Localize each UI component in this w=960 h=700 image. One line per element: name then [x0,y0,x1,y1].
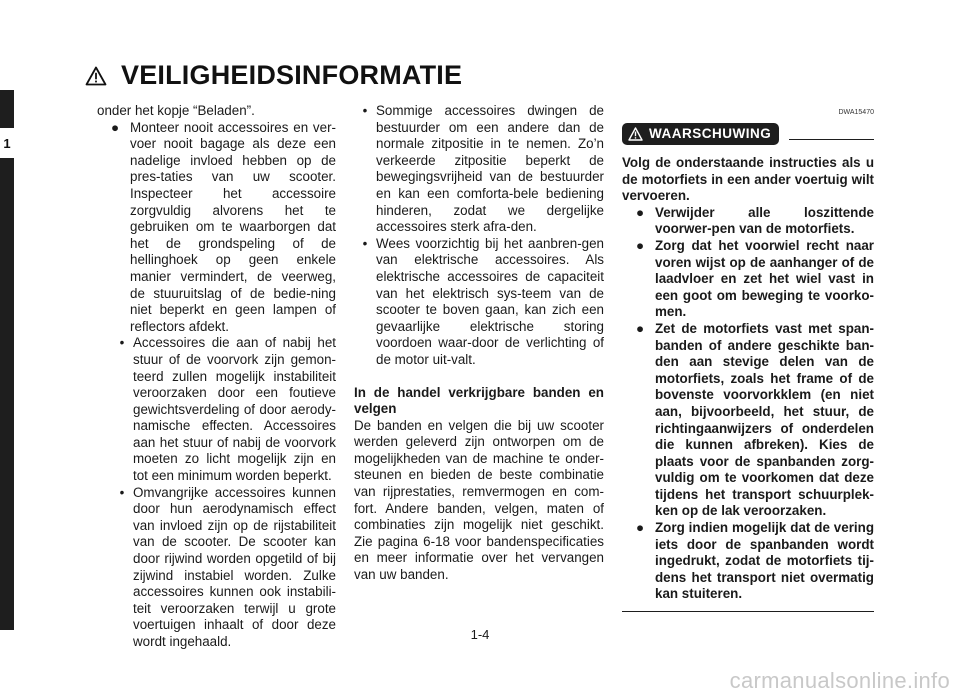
list-item-text: Monteer nooit accessoires en ver-voer nooit bagage als deze een nadelige invloed hebben op de pres-taties van uw scooter. Inspecteer het accessoire zorgvuldig alvorens het te gebruiken om te waarborgen dat het de grondspeling of de hellinghoek op geen enkele manier vermindert, de veerweg, de stuuruitslag of de bedie-ning niet beperkt en geen lampen of reflectors afdekt. [130,119,336,334]
bullet-list-item [354,236,604,369]
section-body: De banden en velgen die bij uw scooter werden geleverd zijn ontworpen om de mogelijkheden van de machine te onder-steunen en bieden de beste combinatie van rijprestaties, remvermogen en com-fort. Andere banden, velgen, maten of combinaties zijn mogelijk niet geschikt. Zie pagina 6-18 voor bandenspecificaties en meer informatie over het vervangen van uw banden. [354,417,604,583]
page-number: 1-4 [470,627,490,642]
warning-end-rule [622,611,874,612]
warning-code: DWA15470 [838,109,874,116]
bullet-dot-icon: ● [111,119,120,135]
watermark: carmanualsonline.info [729,668,950,693]
warning-label: WAARSCHUWING [649,125,772,141]
warning-item-text: Zorg dat het voorwiel recht naar voren wijst op de aanhanger of de laadvloer en zet het wiel vast in een goot om beweging te voorko-men. [655,237,874,320]
column-1 [97,103,336,651]
intro-text: onder het kopje “Beladen”. [97,103,255,118]
warning-item [622,205,874,238]
warning-triangle-icon [85,66,107,86]
bullet-list-item [354,103,604,236]
warning-item [622,321,874,520]
bullet-dot-icon: ● [636,320,645,336]
list-item-text: Wees voorzichtig bij het aanbren-gen van elektrische accessoires. Als elektrische accessoires de capaciteit van het elektrisch sys-teem van de scooter te boven gaan, kan zich een gevaarlijke elektrische storing voordoen waar-door de verlichting of de motor uit-valt. [376,235,604,367]
bullet-dot-icon: ● [636,237,645,253]
warning-item [622,520,874,603]
column-2 [354,103,604,584]
bullet-list-item [97,485,336,651]
bullet-icon: • [362,103,368,118]
page-header [85,60,462,91]
warning-intro: Volg de onderstaande instructies als u de motorfiets in een ander voertuig wilt vervoeren. [622,155,874,204]
bullet-icon: • [119,484,125,500]
list-item-text: Accessoires die aan of nabij het stuur of de voorvork zijn gemon-teerd zullen mogelijk instabiliteit veroorzaken door een foutieve gewichtsverdeling of door aerody-namische effecten. Accessoires aan het stuur of nabij de voorvork moeten zo licht mogelijk zijn en tot een minimum worden beperkt. [133,335,336,484]
bullet-dot-icon: ● [636,204,645,220]
warning-rule [789,139,874,140]
warning-item-text: Zorg indien mogelijk dat de vering iets door de spanbanden wordt ingedrukt, zodat de motorfiets tij-dens het transport niet overmatig kan stuiteren. [655,520,874,602]
bullet-icon: • [362,235,368,251]
warning-body [622,155,874,603]
section-heading: In de handel verkrijgbare banden en velgen [354,384,604,417]
warning-item-text: Verwijder alle loszittende voorwer-pen van de motorfiets. [655,204,874,237]
list-item-text: Omvangrijke accessoires kunnen door hun aerodynamisch effect van invloed zijn op de rijstabiliteit van de scooter. De scooter kan door rijwind worden opgetild of bij zijwind instabiel worden. Zulke accessoires kunnen ook instabili-teit veroorzaken terwijl u grote voertuigen inhaalt of door deze wordt ingehaald. [133,484,336,649]
warning-badge [622,123,779,145]
warning-item [622,238,874,321]
chapter-tab [0,90,14,630]
page-title: VEILIGHEIDSINFORMATIE [121,60,463,90]
warning-triangle-icon [628,127,643,141]
dot-list-item [97,120,336,336]
chapter-number: 1 [0,128,14,158]
column-3 [622,103,874,612]
list-item-text: Sommige accessoires dwingen de bestuurder om een andere dan de normale zitpositie in te nemen. Zo’n verkeerde zitpositie beperkt de bewegingsvrijheid van de bestuurder en kan een comforta-bele bediening hinderen, zodat we dergelijke accessoires sterk afra-den. [376,103,604,235]
warning-item-text: Zet de motorfiets vast met span-banden of andere geschikte ban-den aan stevige delen van de motorfiets, zoals het frame of de bovenste voorvorkklem (en niet aan, bijvoorbeeld, het stuur, de richtingaanwijzers of onderdelen die kunnen afbreken). Kies de plaats voor de spanbanden zorg-vuldig om te voorkomen dat deze tijdens het transport schuurplek-ken op de lak veroorzaken. [655,320,874,519]
bullet-dot-icon: ● [636,520,645,536]
bullet-list-item [97,335,336,484]
warning-header [622,123,874,145]
bullet-icon: • [119,335,125,351]
